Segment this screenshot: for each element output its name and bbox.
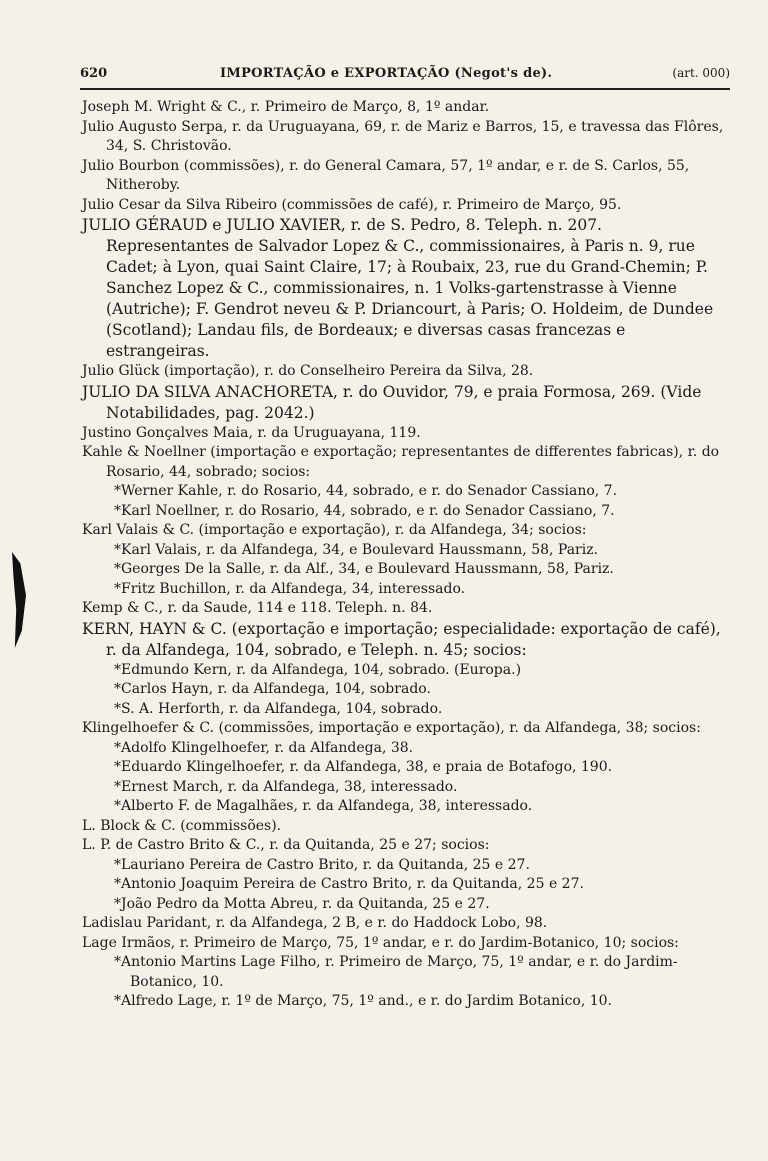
section-label: (art. 000) [672, 66, 730, 80]
partner-item: *S. A. Herforth, r. da Alfandega, 104, sobrado. [114, 700, 443, 717]
page-number: 620 [80, 66, 108, 81]
partner-item: *João Pedro da Motta Abreu, r. da Quitanda, 25 e 27. [114, 895, 490, 912]
list-item: Lage Irmãos, r. Primeiro de Março, 75, 1º andar, e r. do Jardim-Botanico, 10; socios: [82, 934, 679, 951]
list-item: Julio Glück (importação), r. do Conselheiro Pereira da Silva, 28. [82, 363, 534, 379]
list-item: JULIO DA SILVA ANACHORETA, r. do Ouvidor, 79, e praia Formosa, 269. (Vide Notabilidades, pag. 2042.) [82, 382, 702, 422]
partner-item: *Antonio Martins Lage Filho, r. Primeiro de Março, 75, 1º andar, e r. do Jardim-Botanico, 10. [114, 954, 678, 990]
list-item: L. P. de Castro Brito & C., r. da Quitanda, 25 e 27; socios: [82, 837, 490, 853]
partner-item: *Georges De la Salle, r. da Alf., 34, e Boulevard Haussmann, 58, Pariz. [114, 561, 614, 577]
partner-item: *Werner Kahle, r. do Rosario, 44, sobrado, e r. do Senador Cassiano, 7. [114, 483, 618, 499]
partner-item: *Fritz Buchillon, r. da Alfandega, 34, interessado. [114, 580, 466, 597]
list-item: Karl Valais & C. (importação e exportação), r. da Alfandega, 34; socios: [82, 522, 587, 538]
partner-item: *Adolfo Klingelhoefer, r. da Alfandega, 38. [114, 739, 414, 756]
list-item: Klingelhoefer & C. (commissões, importação e exportação), r. da Alfandega, 38; socios: [82, 720, 701, 736]
partner-item: *Karl Valais, r. da Alfandega, 34, e Boulevard Haussmann, 58, Pariz. [114, 541, 599, 558]
list-item: Justino Gonçalves Maia, r. da Uruguayana, 119. [82, 424, 421, 441]
partner-item: *Alberto F. de Magalhães, r. da Alfandega, 38, interessado. [114, 798, 533, 814]
list-item: Julio Bourbon (commissões), r. do General Camara, 57, 1º andar, e r. de S. Carlos, 55, Nitheroby. [82, 157, 690, 193]
list-item: Julio Cesar da Silva Ribeiro (commissões de café), r. Primeiro de Março, 95. [82, 196, 622, 213]
page-title: IMPORTAÇÃO e EXPORTAÇÃO (Negot's de). [220, 66, 553, 81]
partner-item: *Alfredo Lage, r. 1º de Março, 75, 1º and., e r. do Jardim Botanico, 10. [114, 993, 613, 1009]
list-item: JULIO GÉRAUD e JULIO XAVIER, r. de S. Pedro, 8. Teleph. n. 207. Representantes de Salvador Lopez & C., commissionaires, à Paris n. 9, rue Cadet; à Lyon, quai Saint Claire, 17; à Roubaix, 23, rue du Grand-Chemin; P. Sanchez Lopez & C., commissionaires, n. 1 Volks-gartenstrasse à Vienne (Autriche); F. Gendrot neveu & P. Driancourt, à Paris; O. Holdeim, de Dundee (Scotland); Landau fils, de Bordeaux; e diversas casas francezas e estrangeiras. [82, 216, 714, 360]
partner-item: *Eduardo Klingelhoefer, r. da Alfandega, 38, e praia de Botafogo, 190. [114, 759, 613, 775]
list-item: Ladislau Paridant, r. da Alfandega, 2 B, e r. do Haddock Lobo, 98. [82, 915, 548, 931]
list-item: L. Block & C. (commissões). [82, 817, 282, 834]
partner-item: *Ernest March, r. da Alfandega, 38, interessado. [114, 778, 458, 795]
partner-item: *Lauriano Pereira de Castro Brito, r. da Quitanda, 25 e 27. [114, 856, 530, 873]
partner-item: *Carlos Hayn, r. da Alfandega, 104, sobrado. [114, 681, 431, 697]
list-item: Kemp & C., r. da Saude, 114 e 118. Teleph. n. 84. [82, 600, 433, 616]
list-item: Julio Augusto Serpa, r. da Uruguayana, 69, r. de Mariz e Barros, 15, e travessa das Flôres, 34, S. Christovão. [82, 118, 724, 154]
margin-ink-mark [12, 552, 26, 648]
partner-item: *Antonio Joaquim Pereira de Castro Brito, r. da Quitanda, 25 e 27. [114, 876, 584, 892]
list-item: KERN, HAYN & C. (exportação e importação; especialidade: exportação de café), r. da Alfandega, 104, sobrado, e Teleph. n. 45; socios: [82, 619, 721, 659]
list-item: Kahle & Noellner (importação e exportação; representantes de differentes fabricas), r. do Rosario, 44, sobrado; socios: [82, 444, 720, 480]
partner-item: *Edmundo Kern, r. da Alfandega, 104, sobrado. (Europa.) [114, 661, 522, 678]
page-header [80, 62, 730, 90]
directory-listing [82, 98, 727, 1012]
list-item: Joseph M. Wright & C., r. Primeiro de Março, 8, 1º andar. [82, 99, 490, 115]
partner-item: *Karl Noellner, r. do Rosario, 44, sobrado, e r. do Senador Cassiano, 7. [114, 502, 615, 519]
